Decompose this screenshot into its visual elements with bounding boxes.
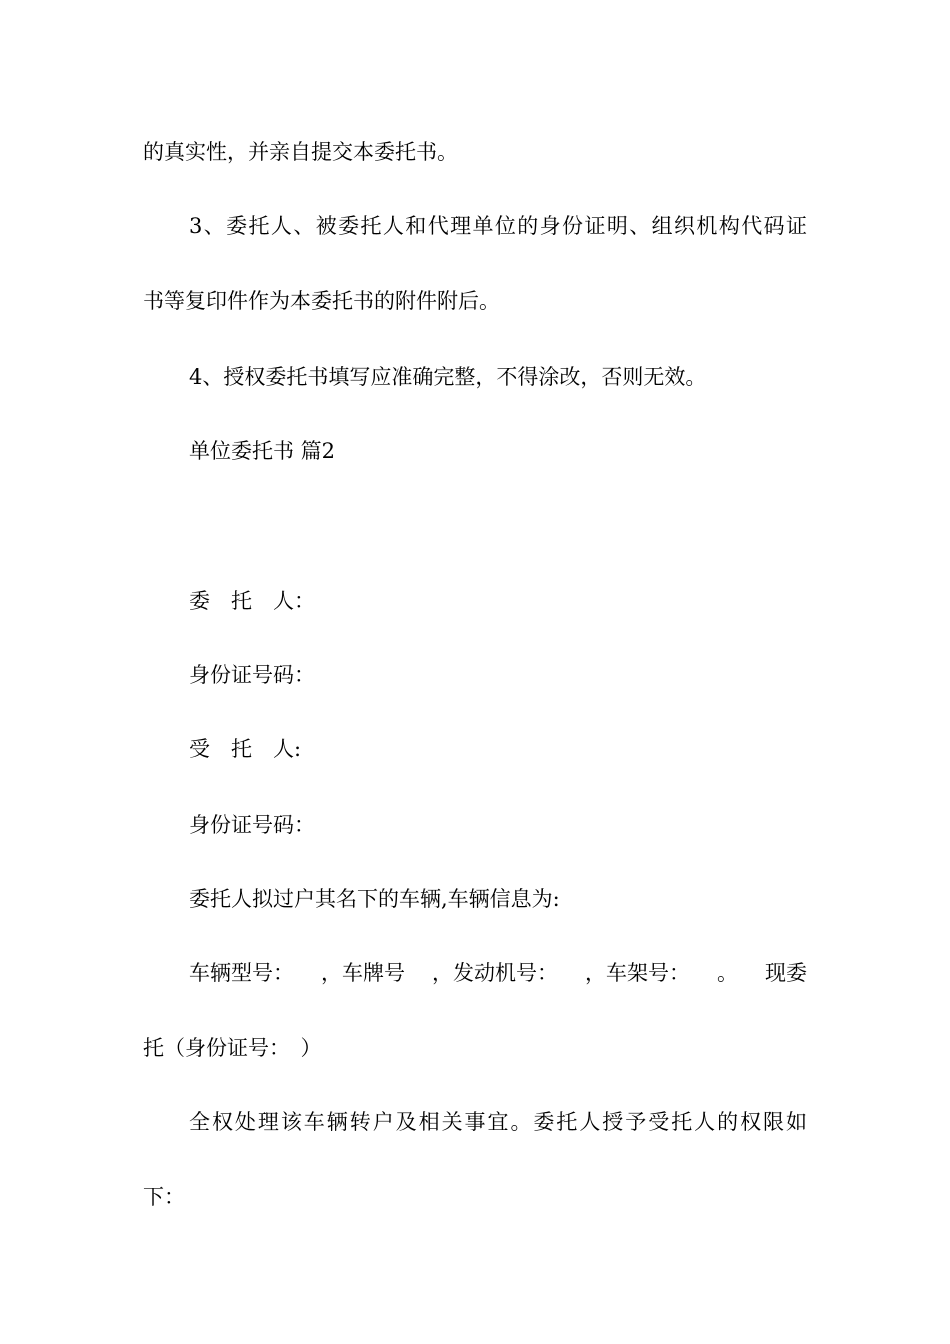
vehicle-model-label: 车辆型号： — [189, 961, 294, 985]
vehicle-info-line-2: 托（身份证号： ） — [143, 1036, 322, 1060]
item-3-line-2: 书等复印件作为本委托书的附件附后。 — [143, 289, 500, 313]
sentence-end-mark: 。 — [717, 961, 738, 985]
authority-line-2: 下： — [143, 1185, 185, 1209]
item-4: 4、授权委托书填写应准确完整，不得涂改，否则无效。 — [189, 365, 707, 389]
agent-label: 受 托 人: — [189, 737, 302, 761]
agent-id-label: 身份证号码： — [189, 813, 315, 837]
vehicle-info-line-1 — [189, 958, 807, 988]
authority-line-1: 全权处理该车辆转户及相关事宜。委托人授予受托人的权限如 — [189, 1110, 807, 1134]
frame-number-label: ，车架号： — [585, 961, 690, 985]
section-title: 单位委托书 篇2 — [189, 439, 336, 463]
plate-number-label: ，车牌号 — [321, 961, 405, 985]
principal-id-label: 身份证号码： — [189, 663, 315, 687]
now-entrust-text: 现委 — [765, 961, 807, 985]
vehicle-intro: 委托人拟过户其名下的车辆,车辆信息为: — [189, 887, 560, 911]
paragraph-continuation: 的真实性，并亲自提交本委托书。 — [143, 140, 458, 164]
item-3-line-1: 3、委托人、被委托人和代理单位的身份证明、组织机构代码证 — [189, 214, 807, 238]
engine-number-label: ，发动机号： — [432, 961, 558, 985]
principal-label: 委 托 人： — [189, 589, 315, 613]
